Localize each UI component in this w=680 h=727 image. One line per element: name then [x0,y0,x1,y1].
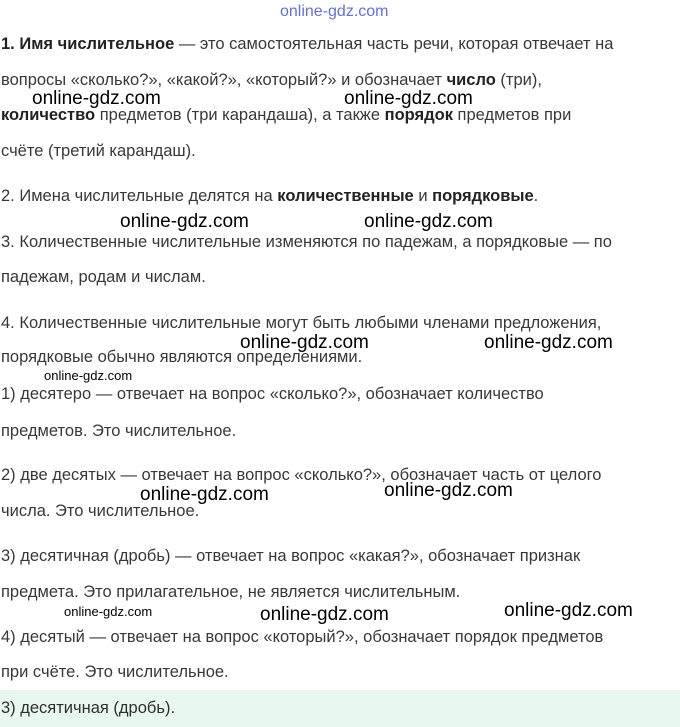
watermark: online-gdz.com [120,211,249,232]
item-4-line-1: 4) десятый — отвечает на вопрос «который?», обозначает порядок предметов [1,628,604,646]
text: (три), [495,71,542,89]
term-chislo: число [446,71,496,89]
term-kolichestvo: количество [1,106,96,124]
text: — это самостоятельная часть речи, которая отвечает на [174,35,614,53]
item-1-line-2: предметов. Это числительное. [1,422,237,440]
item-3-line-2: предмета. Это прилагательное, не является числительным. [1,583,461,601]
watermark: online-gdz.com [64,604,153,619]
text: счёте (третий карандаш). [1,142,196,160]
definition-line-1 [1,34,613,54]
answer-text: 3) десятичная (дробь). [1,699,176,717]
term-kolichestvennye: количественные [277,187,414,205]
text: предметов при [452,106,572,124]
item-3-line-1: 3) десятичная (дробь) — отвечает на вопрос «какая?», обозначает признак [1,547,581,565]
watermark: online-gdz.com [240,332,369,353]
declension-line-1: 3. Количественные числительные изменяются по падежам, а порядковые — по [1,233,612,251]
text: предметов (три карандаша), а также [95,106,385,124]
term-imya-chislitelnoe: Имя числительное [19,35,175,53]
watermark-top: online-gdz.com [280,3,389,20]
item-4-line-2: при счёте. Это числительное. [1,663,229,681]
item-number: 1. [1,35,20,53]
item-1-line-1: 1) десятеро — отвечает на вопрос «сколько?», обозначает количество [1,385,544,403]
item-2-line-2: числа. Это числительное. [1,502,200,520]
text: и [413,187,433,205]
item-2-line-1: 2) две десятых — отвечает на вопрос «сколько?», обозначает часть от целого [1,466,602,484]
watermark: online-gdz.com [140,484,269,505]
syntax-line-2: порядковые обычно являются определениями. [1,348,363,366]
watermark: online-gdz.com [44,368,133,383]
watermark: online-gdz.com [260,604,389,625]
text: 2. Имена числительные делятся на [1,187,278,205]
text: . [533,187,539,205]
declension-line-2: падежам, родам и числам. [1,268,206,286]
classification-line [1,186,538,206]
watermark: online-gdz.com [504,600,633,621]
watermark: online-gdz.com [384,480,513,501]
answer-box [0,690,680,727]
watermark: online-gdz.com [344,88,473,109]
definition-line-2 [1,70,542,90]
watermark: online-gdz.com [484,332,613,353]
text: вопросы «сколько?», «какой?», «который?» и обозначает [1,71,447,89]
term-poryadok: порядок [384,106,453,124]
definition-line-4 [1,141,196,161]
syntax-line-1: 4. Количественные числительные могут быть любыми членами предложения, [1,314,602,332]
watermark: online-gdz.com [32,88,161,109]
watermark: online-gdz.com [364,211,493,232]
term-poryadkovye: порядковые [432,187,534,205]
